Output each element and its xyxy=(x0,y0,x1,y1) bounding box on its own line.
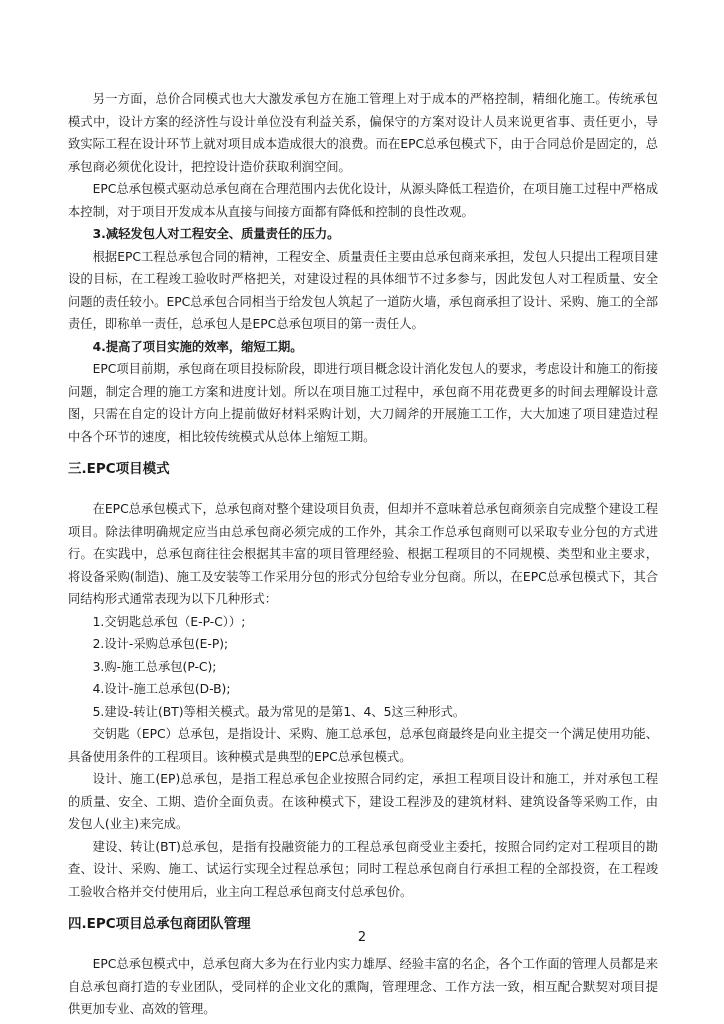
section-heading: 三.EPC项目模式 xyxy=(68,461,170,477)
section-heading: 四.EPC项目总承包商团队管理 xyxy=(68,916,251,932)
list-item: 1.交钥匙总承包（E-P-C））; xyxy=(92,614,246,629)
paragraph: 在EPC总承包模式下，总承包商对整个建设项目负责，但却并不意味着总承包商须亲自完成整个建设工程项目。除法律明确规定应当由总承包商必须完成的工作外，其余工作总承包商则可以采取专业分包的方式进行。在实践中，总承包商往往会根据其丰富的项目管理经验、根据工程项目的不同规模、类型和业主要求，将设备采购(制造)、施工及安装等工作采用分包的形式分包给专业分包商。所以，在EPC总承包模式下，其合同结构形式通常表现为以下几种形式： xyxy=(68,502,658,606)
paragraph: 交钥匙（EPC）总承包，是指设计、采购、施工总承包，总承包商最终是向业主提交一个满足使用功能、具备使用条件的工程项目。该种模式是典型的EPC总承包模式。 xyxy=(68,727,658,764)
document-page xyxy=(68,88,658,1021)
paragraph: 根据EPC工程总承包合同的精神，工程安全、质量责任主要由总承包商来承担，发包人只提出工程项目建设的目标，在工程竣工验收时严格把关，对建设过程的具体细节不过多参与，因此发包人对工程质量、安全问题的责任较小。EPC总承包合同相当于给发包人筑起了一道防火墙，承包商承担了设计、采购、施工的全部责任，即称单一责任，总承包人是EPC总承包项目的第一责任人。 xyxy=(68,249,658,331)
list-item: 3.购-施工总承包(P-C); xyxy=(92,659,217,674)
paragraph: EPC总承包模式中，总承包商大多为在行业内实力雄厚、经验丰富的名企，各个工作面的管理人员都是来自总承包商打造的专业团队，受同样的企业文化的熏陶，管理理念、工作方法一致，相互配合默契对项目提供更加专业、高效的管理。 xyxy=(68,957,658,1016)
paragraph: 建设、转让(BT)总承包，是指有投融资能力的工程总承包商受业主委托，按照合同约定对工程项目的勘查、设计、采购、施工、试运行实现全过程总承包；同时工程总承包商自行承担工程的全部投资，在工程竣工验收合格并交付使用后，业主向工程总承包商支付总承包价。 xyxy=(68,839,658,899)
list-item: 2.设计-采购总承包(E-P); xyxy=(92,637,229,651)
list-item: 4.设计-施工总承包(D-B); xyxy=(92,682,231,696)
paragraph: 另一方面，总价合同模式也大大激发承包方在施工管理上对于成本的严格控制，精细化施工。传统承包模式中，设计方案的经济性与设计单位没有利益关系，偏保守的方案对设计人员来说更省事、责任更小，导致实际工程在设计环节上就对项目成本造成很大的浪费。而在EPC总承包模式下，由于合同总价是固定的，总承包商必须优化设计，把控设计造价获取利润空间。 xyxy=(68,92,658,174)
paragraph: 设计、施工(EP)总承包，是指工程总承包企业按照合同约定，承担工程项目设计和施工，并对承包工程的质量、安全、工期、造价全面负责。在该种模式下，建设工程涉及的建筑材料、建筑设备等采购工作，由发包人(业主)来完成。 xyxy=(68,772,658,831)
subheading: 3.减轻发包人对工程安全、质量责任的压力。 xyxy=(92,227,340,241)
contract-form-list xyxy=(68,611,658,724)
subheading: 4.提高了项目实施的效率，缩短工期。 xyxy=(92,339,303,354)
page-number: 2 xyxy=(357,930,367,945)
list-item: 5.建设-转让(BT)等相关模式。最为常见的是第1、4、5这三种形式。 xyxy=(92,704,466,719)
paragraph: EPC项目前期，承包商在项目投标阶段，即进行项目概念设计消化发包人的要求，考虑设计和施工的衔接问题，制定合理的施工方案和进度计划。所以在项目施工过程中，承包商不用花费更多的时间去理解设计意图，只需在自定的设计方向上提前做好材料采购计划，大刀阔斧的开展施工工作，大大加速了项目建造过程中各个环节的速度，相比较传统模式从总体上缩短工期。 xyxy=(68,362,658,444)
paragraph: EPC总承包模式驱动总承包商在合理范围内去优化设计，从源头降低工程造价，在项目施工过程中严格成本控制，对于项目开发成本从直接与间接方面都有降低和控制的良性改观。 xyxy=(68,182,658,219)
